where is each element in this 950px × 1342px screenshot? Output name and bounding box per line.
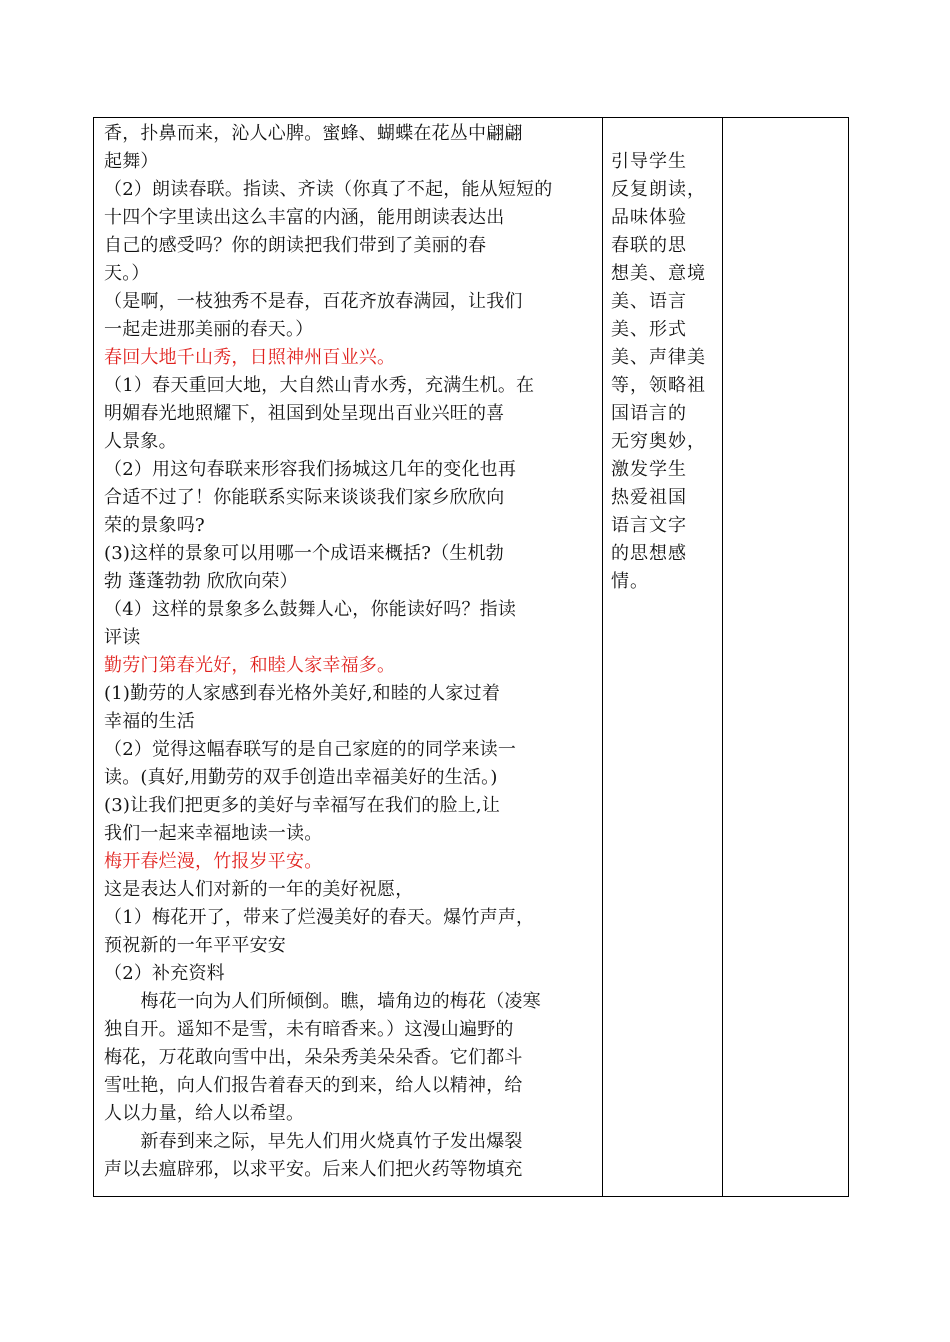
text-line: 一起走进那美丽的春天。） — [104, 319, 314, 340]
note-line: 想美、意境 — [611, 263, 706, 284]
note-line: 情。 — [611, 571, 649, 592]
text-line: 我们一起来幸福地读一读。 — [104, 823, 323, 844]
note-line: 国语言的 — [611, 403, 687, 424]
text-line: （2）补充资料 — [104, 963, 225, 984]
text-line: 人景象。 — [104, 431, 177, 452]
couplet-line: 勤劳门第春光好，和睦人家幸福多。 — [104, 655, 396, 676]
text-line: （是啊，一枝独秀不是春，百花齐放春满园，让我们 — [104, 291, 523, 312]
text-line: 预祝新的一年平平安安 — [104, 935, 286, 956]
note-line: 激发学生 — [611, 459, 687, 480]
note-line: 美、声律美 — [611, 347, 706, 368]
note-line: 等，领略祖 — [611, 375, 706, 396]
text-line: 荣的景象吗? — [104, 515, 205, 536]
text-line: 独自开。遥知不是雪，未有暗香来。）这漫山遍野的 — [104, 1019, 514, 1040]
text-line: 十四个字里读出这么丰富的内涵，能用朗读表达出 — [104, 207, 505, 228]
text-line: 梅花，万花敢向雪中出，朵朵秀美朵朵香。它们都斗 — [104, 1047, 523, 1068]
note-line: 美、语言 — [611, 291, 687, 312]
text-line: 人以力量，给人以希望。 — [104, 1103, 305, 1124]
note-line: 春联的思 — [611, 235, 687, 256]
note-line: 无穷奥妙， — [611, 431, 706, 452]
text-line: 声以去瘟辟邪，以求平安。后来人们把火药等物填充 — [104, 1159, 523, 1180]
note-line: 品味体验 — [611, 207, 687, 228]
text-line: （4）这样的景象多么鼓舞人心，你能读好吗？指读 — [104, 599, 517, 620]
lesson-table — [93, 117, 849, 1197]
design-intent-cell — [603, 118, 723, 1196]
text-line: 起舞） — [104, 151, 159, 172]
note-line: 语言文字 — [611, 515, 687, 536]
text-line: 天。） — [104, 263, 150, 284]
note-line: 美、形式 — [611, 319, 687, 340]
note-line: 热爱祖国 — [611, 487, 687, 508]
text-line: （1）春天重回大地，大自然山青水秀，充满生机。在 — [104, 375, 535, 396]
text-line: 梅花一向为人们所倾倒。瞧，墙角边的梅花（凌寒 — [104, 991, 541, 1012]
text-line: 自己的感受吗？你的朗读把我们带到了美丽的春 — [104, 235, 487, 256]
text-line: 勃 蓬蓬勃勃 欣欣向荣） — [104, 571, 298, 592]
couplet-line: 梅开春烂漫，竹报岁平安。 — [104, 851, 323, 872]
teaching-process-cell — [94, 118, 603, 1196]
text-line: (3)让我们把更多的美好与幸福写在我们的脸上,让 — [104, 795, 501, 816]
note-line: 的思想感 — [611, 543, 687, 564]
text-line: 合适不过了！你能联系实际来谈谈我们家乡欣欣向 — [104, 487, 505, 508]
note-line: 反复朗读， — [611, 179, 706, 200]
text-line: （2）朗读春联。指读、齐读（你真了不起，能从短短的 — [104, 179, 553, 200]
note-line: 引导学生 — [611, 151, 687, 172]
text-line: 这是表达人们对新的一年的美好祝愿， — [104, 879, 414, 900]
text-line: 评读 — [104, 627, 141, 648]
text-line: 幸福的生活 — [104, 711, 195, 732]
couplet-line: 春回大地千山秀，日照神州百业兴。 — [104, 347, 396, 368]
text-line: (3)这样的景象可以用哪一个成语来概括?（生机勃 — [104, 543, 504, 564]
text-line: (1)勤劳的人家感到春光格外美好,和睦的人家过着 — [104, 683, 501, 704]
text-line: 新春到来之际，早先人们用火烧真竹子发出爆裂 — [104, 1131, 523, 1152]
text-line: 明媚春光地照耀下，祖国到处呈现出百业兴旺的喜 — [104, 403, 505, 424]
text-line: （1）梅花开了，带来了烂漫美好的春天。爆竹声声， — [104, 907, 535, 928]
text-line: 读。(真好,用勤劳的双手创造出幸福美好的生活。) — [104, 767, 498, 788]
text-line: 雪吐艳，向人们报告着春天的到来，给人以精神，给 — [104, 1075, 523, 1096]
text-line: （2）用这句春联来形容我们扬城这几年的变化也再 — [104, 459, 517, 480]
text-line: （2）觉得这幅春联写的是自己家庭的的同学来读一 — [104, 739, 517, 760]
empty-notes-cell — [723, 118, 848, 1196]
text-line: 香，扑鼻而来，沁人心脾。蜜蜂、蝴蝶在花丛中翩翩 — [104, 123, 523, 144]
